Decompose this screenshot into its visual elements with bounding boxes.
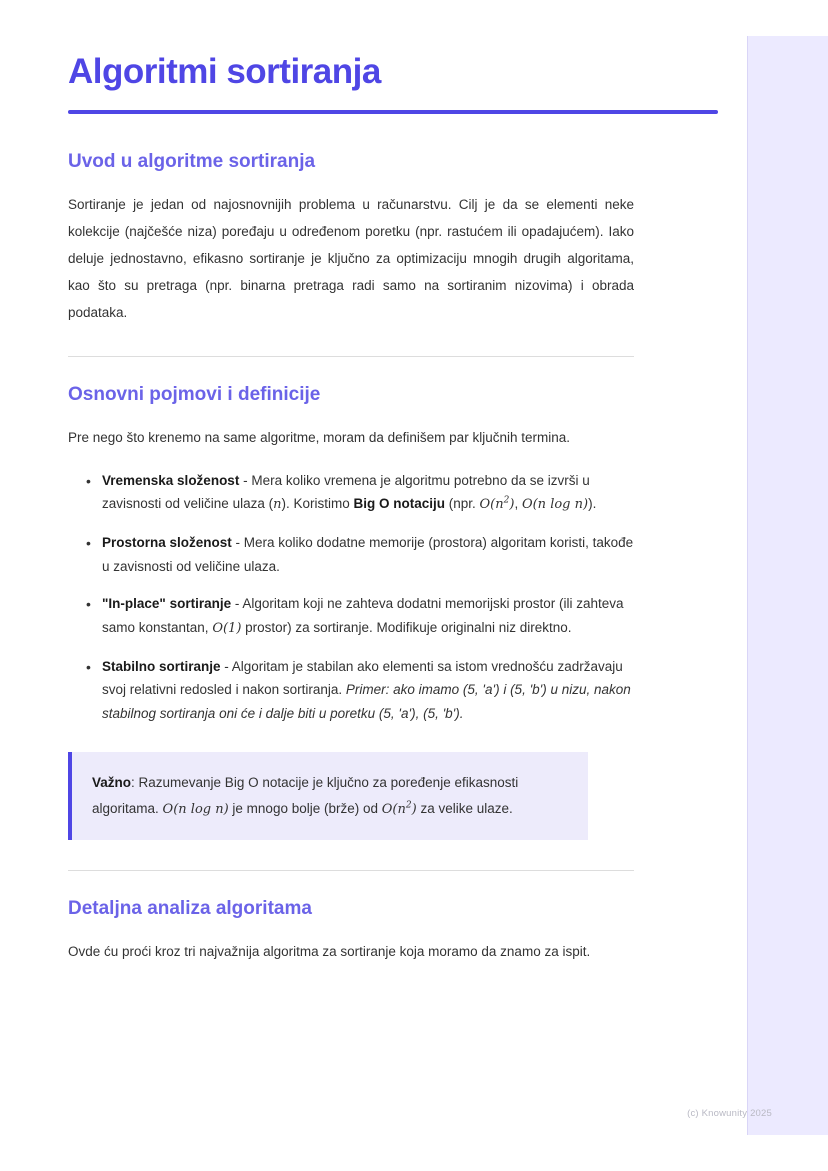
section-paragraph-intro: Sortiranje je jedan od najosnovnijih problema u računarstvu. Cilj je da se elementi neke kolekcije (najčešće niza) poređaju u određenom poretku (npr. rastućem ili opadajućem). Iako deluje jednostavno, efikasno sortiranje je ključno za optimizaciju mnogih drugih algoritama, kao što su pretraga (npr. binarna pretraga radi samo na sortiranim nizovima) i obrada podataka. <box>68 196 634 320</box>
callout-text-after: za velike ulaze. <box>416 800 513 816</box>
term-text: - Algoritam je stabilan ako elementi sa istom vrednošću zadržavaju svoj relativni redosled i nakon sortiranja. <box>102 658 623 698</box>
term-bigo-bold: Big O notaciju <box>353 496 445 512</box>
section-divider-2 <box>68 870 634 871</box>
term-text-tail: , <box>514 496 522 512</box>
math-onlogn: O(n log n) <box>162 801 229 817</box>
callout-lead: Važno <box>92 774 132 790</box>
page-title: Algoritmi sortiranja <box>68 52 381 91</box>
copyright-footer: (c) Knowunity 2025 <box>687 1108 772 1119</box>
list-item <box>88 469 634 517</box>
definition-list <box>68 469 634 726</box>
math-n: n <box>273 497 282 513</box>
page-scroll-rail[interactable] <box>747 36 828 1135</box>
document-content <box>68 52 634 975</box>
callout-text-mid: je mnogo bolje (brže) od <box>228 800 382 816</box>
term-example: Primer: ako imamo (5, 'a') i (5, 'b') u nizu, nakon stabilnog sortiranja oni će i dalje biti u poretku (5, 'a'), (5, 'b'). <box>102 682 631 721</box>
math-o1: O(1) <box>212 620 242 636</box>
section-paragraph-definitions: Pre nego što krenemo na same algoritme, moram da definišem par ključnih termina. <box>68 429 570 445</box>
term-text: - Mera koliko vremena je algoritmu potrebno da se izvrši u zavisnosti od veličine ulaza ( <box>102 472 590 512</box>
list-item <box>88 655 634 726</box>
title-divider <box>68 110 718 114</box>
term-name: Stabilno sortiranje <box>102 658 221 674</box>
section-paragraph-analysis: Ovde ću proći kroz tri najvažnija algoritma za sortiranje koja moramo da znamo za ispit. <box>68 943 591 959</box>
callout-text-before: : Razumevanje Big O notacije je ključno za poređenje efikasnosti algoritama. <box>92 774 519 816</box>
section-heading-intro: Uvod u algoritme sortiranja <box>68 151 316 173</box>
term-text-mid: ). Koristimo <box>281 496 354 512</box>
term-text-after: (npr. <box>445 496 480 512</box>
term-text: - Mera koliko dodatne memorije (prostora) algoritam koristi, takođe u zavisnosti od veličine ulaza. <box>102 535 634 574</box>
math-on2: $O(n^2)$ <box>381 800 417 817</box>
section-heading-definitions: Osnovni pojmovi i definicije <box>68 383 321 405</box>
term-text-after: prostor) za sortiranje. Modifikuje originalni niz direktno. <box>241 619 572 635</box>
term-name: Vremenska složenost <box>102 472 240 488</box>
math-onlogn: O(n log n) <box>521 497 589 513</box>
list-item <box>88 592 634 640</box>
section-divider-1 <box>68 356 634 357</box>
callout-important <box>68 752 588 841</box>
term-text-end: ). <box>588 496 597 512</box>
term-name: Prostorna složenost <box>102 535 232 550</box>
callout-text <box>92 770 566 823</box>
list-item <box>88 531 634 578</box>
term-text: - Algoritam koji ne zahteva dodatni memorijski prostor (ili zahteva samo konstantan, <box>102 596 624 635</box>
math-on2: $O(n^2)$ <box>479 495 515 513</box>
term-name: "In-place" sortiranje <box>102 596 232 612</box>
section-heading-analysis: Detaljna analiza algoritama <box>68 898 312 920</box>
